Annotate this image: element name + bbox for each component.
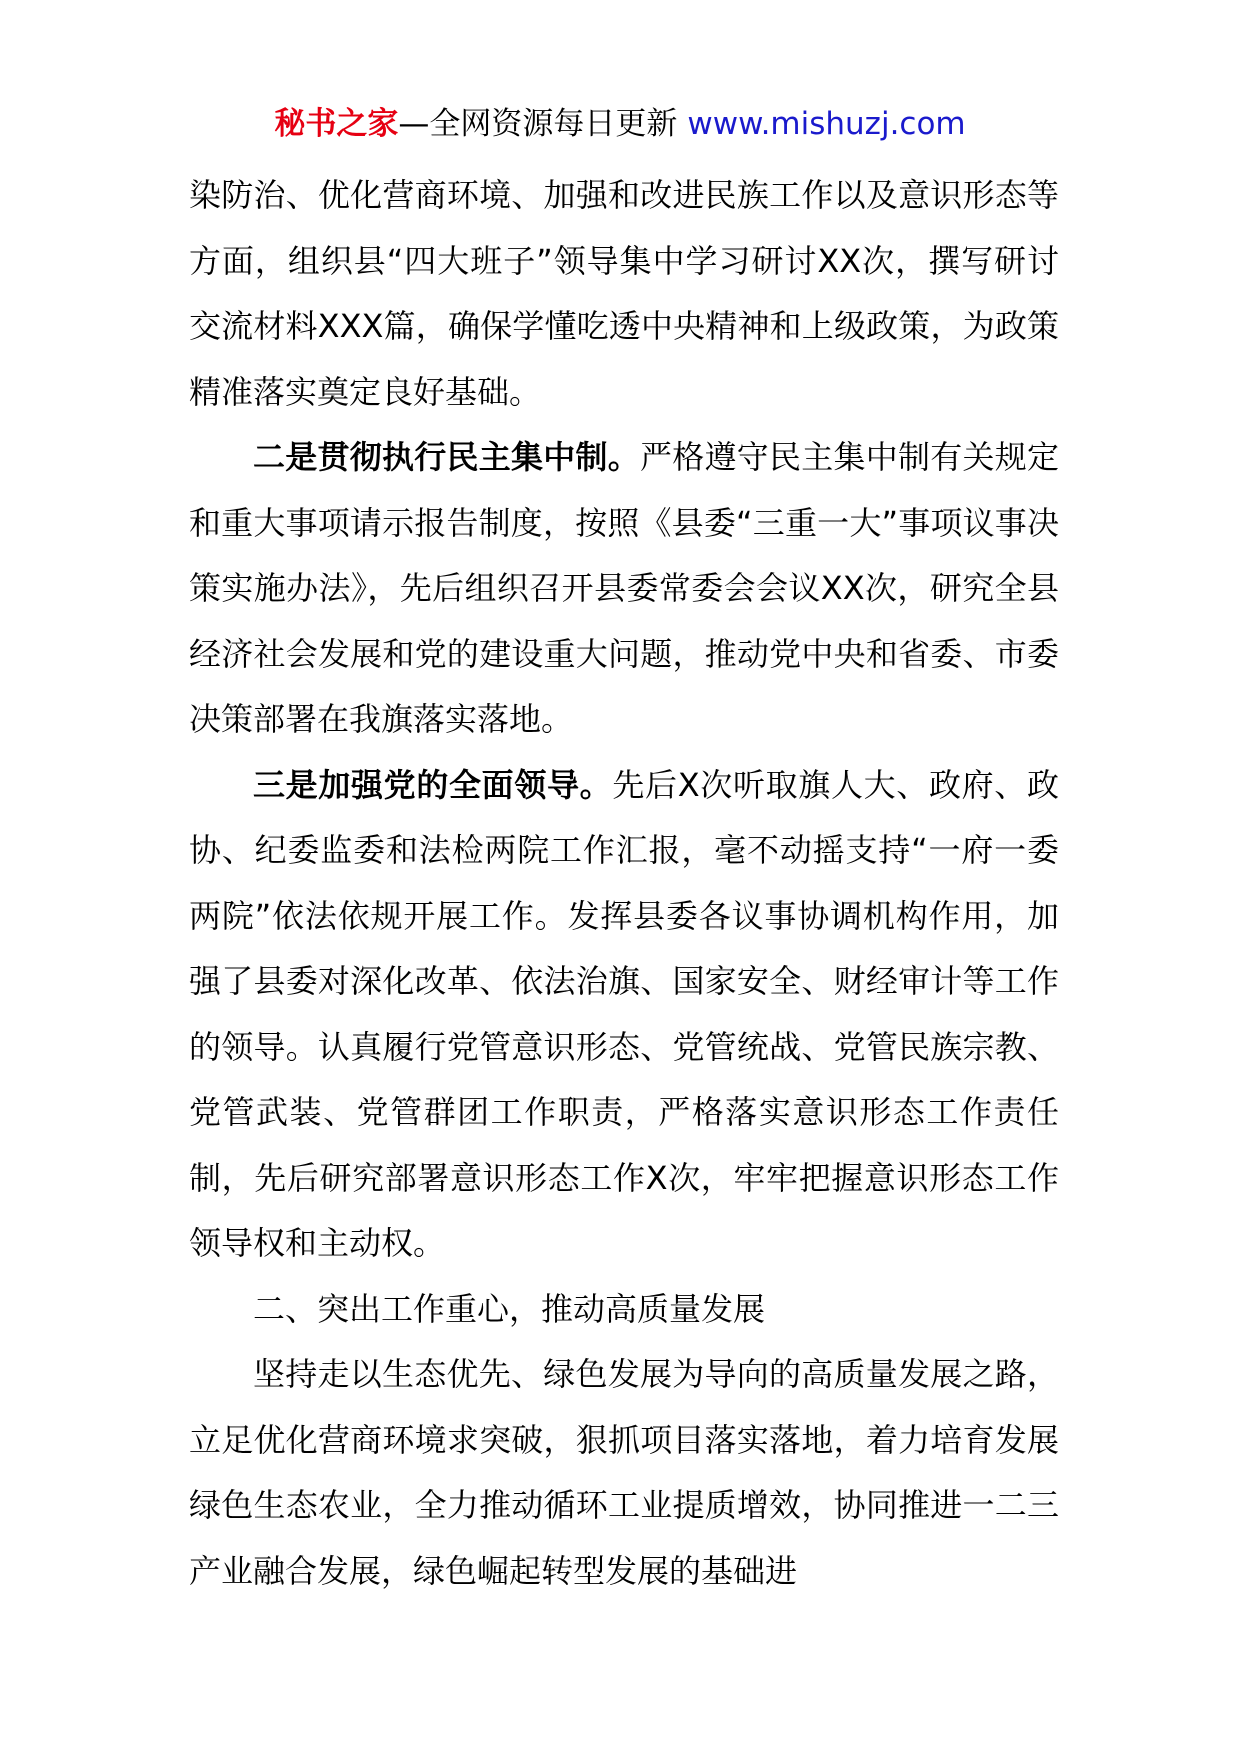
paragraph-party-leadership — [189, 753, 1059, 1277]
section-heading: 二、突出工作重心，推动高质量发展 — [253, 1289, 766, 1328]
paragraph-lead: 二是贯彻执行民主集中制。 — [253, 438, 640, 476]
brand-name: 秘书之家 — [274, 106, 399, 142]
paragraph-high-quality-development: 坚持走以生态优先、绿色发展为导向的高质量发展之路，立足优化营商环境求突破，狠抓项目落实落地，着力培育发展绿色生态农业，全力推动循环工业提质增效，协同推进一二三产业融合发展，绿色崛起转型发展的基础进 — [189, 1355, 1059, 1590]
site-url[interactable]: www.mishuzj.com — [687, 106, 966, 142]
paragraph-democratic-centralism — [189, 425, 1059, 753]
paragraph-text: 严格遵守民主集中制有关规定和重大事项请示报告制度，按照《县委“三重一大”事项议事决策实施办法》，先后组织召开县委常委会会议XX次，研究全县经济社会发展和党的建设重大问题，推动党中央和省委、市委决策部署在我旗落实落地。 — [189, 438, 1059, 738]
paragraph-text: 先后X次听取旗人大、政府、政协、纪委监委和法检两院工作汇报，毫不动摇支持“一府一委两院”依法依规开展工作。发挥县委各议事协调机构作用，加强了县委对深化改革、依法治旗、国家安全、财经审计等工作的领导。认真履行党管意识形态、党管统战、党管民族宗教、党管武装、党管群团工作职责，严格落实意识形态工作责任制，先后研究部署意识形态工作X次，牢牢把握意识形态工作领导权和主动权。 — [189, 765, 1059, 1262]
site-header — [0, 98, 1240, 150]
document-body — [189, 163, 1059, 1604]
paragraph-continuation: 染防治、优化营商环境、加强和改进民族工作以及意识形态等方面，组织县“四大班子”领导集中学习研讨XX次，撰写研讨交流材料XXX篇，确保学懂吃透中央精神和上级政策，为政策精准落实奠定良好基础。 — [189, 176, 1059, 411]
header-slogan: —全网资源每日更新 — [398, 106, 678, 142]
paragraph-lead: 三是加强党的全面领导。 — [253, 765, 613, 804]
